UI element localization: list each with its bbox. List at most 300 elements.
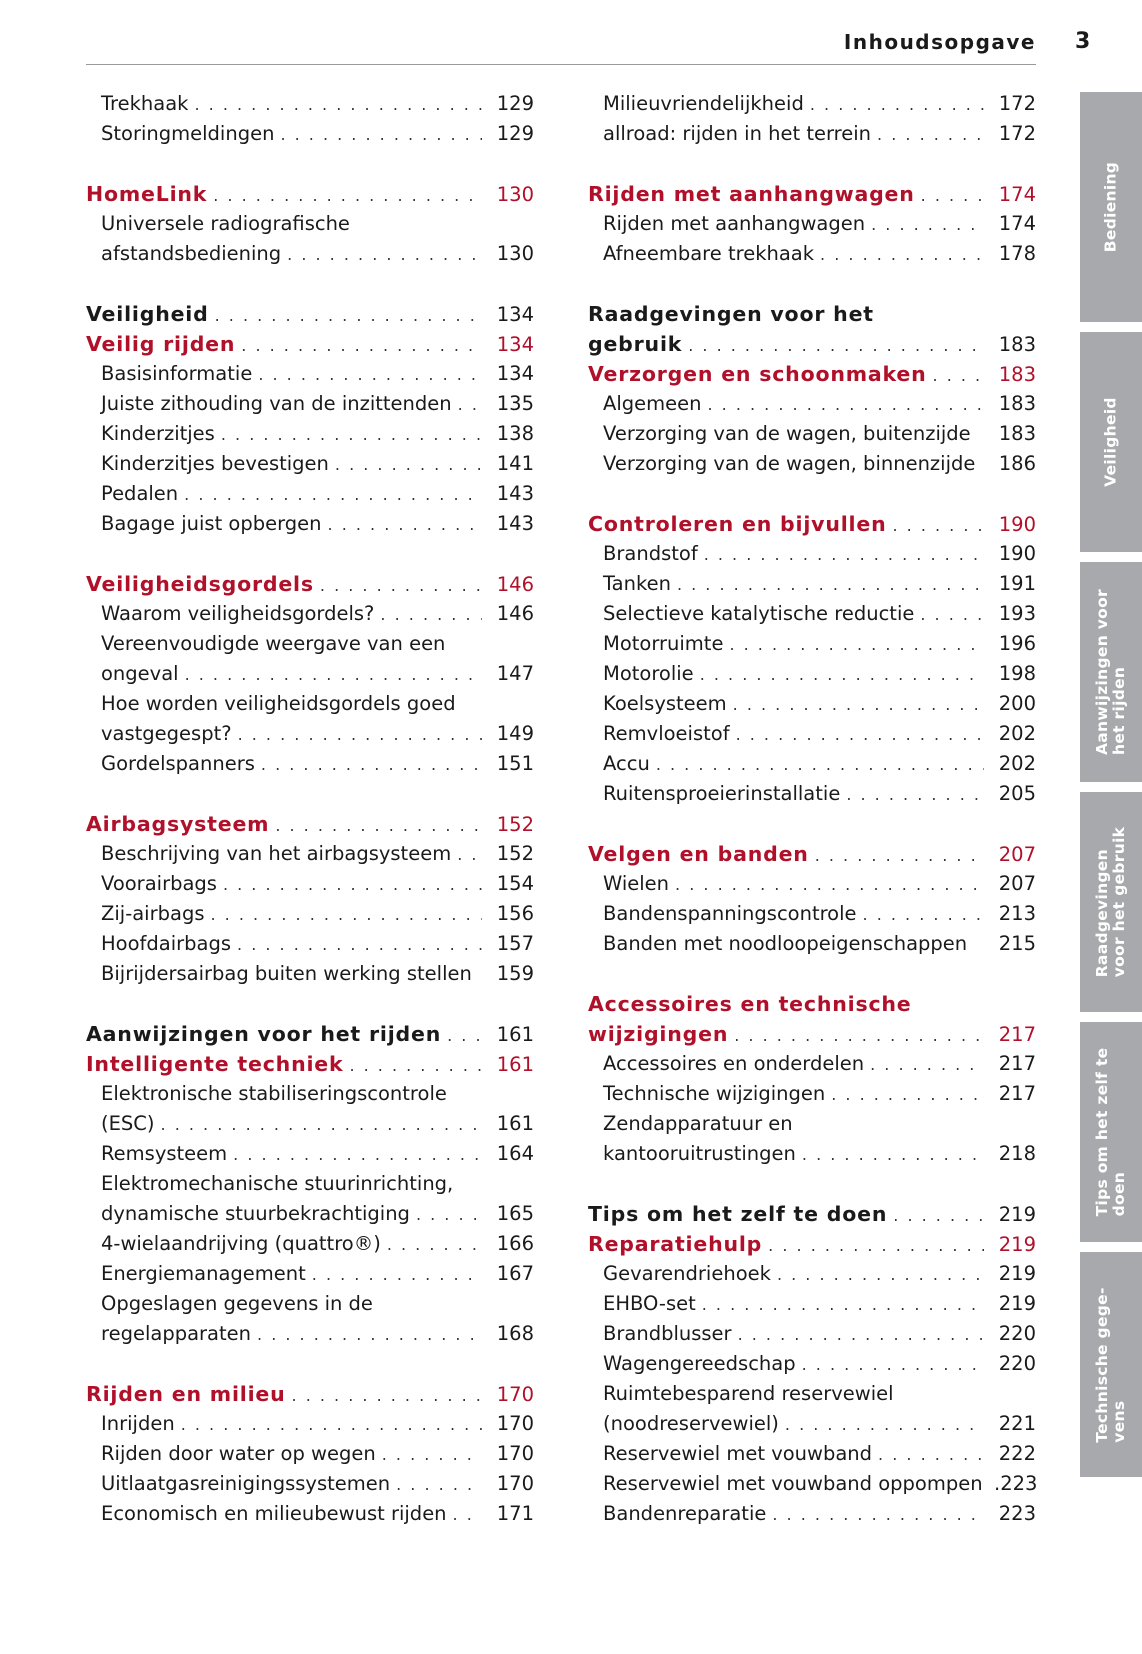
toc-entry-title: Reservewiel met vouwband xyxy=(603,1442,873,1465)
dot-leader xyxy=(768,1231,984,1261)
toc-entry-title: Basisinformatie xyxy=(101,362,253,385)
toc-page-number: 190 xyxy=(998,513,1036,536)
toc-page-number: 146 xyxy=(496,602,534,625)
toc-page-number: 202 xyxy=(998,752,1036,775)
dot-leader xyxy=(675,870,984,900)
dot-leader xyxy=(213,181,482,211)
toc-page-number: 198 xyxy=(998,662,1036,685)
toc-page-number: 186 xyxy=(998,452,1036,475)
dot-leader xyxy=(893,1201,984,1231)
toc-entry[interactable] xyxy=(588,1289,1036,1319)
toc-entry-title: Selectieve katalytische reductie xyxy=(603,602,915,625)
toc-entry-title: Accessoires en technische xyxy=(588,992,912,1016)
toc-entry[interactable] xyxy=(588,1079,1036,1109)
toc-page-number: 135 xyxy=(496,392,534,415)
toc-chapter[interactable] xyxy=(86,1019,534,1049)
toc-entry[interactable] xyxy=(86,1199,534,1229)
toc-entry[interactable] xyxy=(86,899,534,929)
toc-entry[interactable] xyxy=(86,929,534,959)
toc-entry[interactable] xyxy=(86,89,534,119)
toc-entry[interactable] xyxy=(588,599,1036,629)
toc-entry-title: Algemeen xyxy=(603,392,702,415)
toc-entry-title: Tanken xyxy=(603,572,671,595)
toc-entry[interactable] xyxy=(86,509,534,539)
toc-page-number: 134 xyxy=(496,362,534,385)
toc-entry[interactable] xyxy=(86,659,534,689)
toc-page-number: 170 xyxy=(496,1383,534,1406)
toc-page-number: 172 xyxy=(998,122,1036,145)
dot-leader xyxy=(871,210,984,240)
toc-entry[interactable] xyxy=(86,719,534,749)
toc-page-number: 165 xyxy=(496,1202,534,1225)
toc-entry-title: Controleren en bijvullen xyxy=(588,512,887,536)
toc-page-number: 146 xyxy=(496,573,534,596)
toc-page-number: 161 xyxy=(496,1053,534,1076)
toc-entry-title: Bijrijdersairbag buiten werking stellen xyxy=(101,962,472,985)
side-tab-tips[interactable] xyxy=(1080,1022,1142,1242)
toc-entry-title: Hoofdairbags xyxy=(101,932,232,955)
toc-page-number: 183 xyxy=(998,363,1036,386)
toc-spacer xyxy=(86,539,534,569)
toc-entry[interactable] xyxy=(588,1349,1036,1379)
toc-section[interactable] xyxy=(86,1049,534,1079)
dot-leader xyxy=(210,900,482,930)
toc-entry-title: Waarom veiligheidsgordels? xyxy=(101,602,375,625)
toc-entry[interactable] xyxy=(86,389,534,419)
toc-entry[interactable] xyxy=(86,1469,534,1499)
toc-chapter[interactable] xyxy=(86,299,534,329)
toc-entry-title: (noodreservewiel) xyxy=(603,1412,779,1435)
dot-leader xyxy=(863,900,984,930)
toc-page-number: 129 xyxy=(496,122,534,145)
dot-leader xyxy=(237,930,482,960)
toc-entry[interactable] xyxy=(588,629,1036,659)
toc-entry-title: Universele radiografische xyxy=(101,212,350,235)
dot-leader xyxy=(921,181,984,211)
toc-page-number: 221 xyxy=(998,1412,1036,1435)
toc-entry-title: Brandstof xyxy=(603,542,698,565)
toc-entry-title: Trekhaak xyxy=(101,92,189,115)
toc-page-number: 183 xyxy=(998,333,1036,356)
toc-page-number: 154 xyxy=(496,872,534,895)
dot-leader xyxy=(688,331,984,361)
toc-page-number: 215 xyxy=(998,932,1036,955)
side-tab-label: Raadgevingen voor het gebruik xyxy=(1093,826,1128,978)
toc-entry-title: Aanwijzingen voor het rijden xyxy=(86,1022,442,1046)
toc-entry-title: allroad: rijden in het terrein xyxy=(603,122,872,145)
toc-spacer xyxy=(588,959,1036,989)
toc-entry[interactable] xyxy=(588,419,1036,449)
side-tab-bediening[interactable] xyxy=(1080,92,1142,322)
toc-page-number: 134 xyxy=(496,303,534,326)
dot-leader xyxy=(802,1350,984,1380)
toc-section[interactable] xyxy=(588,179,1036,209)
toc-entry[interactable] xyxy=(588,1409,1036,1439)
toc-page-number: 219 xyxy=(998,1203,1036,1226)
dot-leader xyxy=(280,120,482,150)
side-tab-label: Veiligheid xyxy=(1101,397,1120,487)
toc-section[interactable] xyxy=(588,839,1036,869)
toc-spacer xyxy=(86,269,534,299)
toc-entry[interactable] xyxy=(86,419,534,449)
toc-entry xyxy=(86,689,534,719)
toc-entry-title: afstandsbediening xyxy=(101,242,282,265)
dot-leader xyxy=(257,1320,482,1350)
toc-entry-title: regelapparaten xyxy=(101,1322,252,1345)
dot-leader xyxy=(241,331,482,361)
toc-section[interactable] xyxy=(86,809,534,839)
toc-entry-title: gebruik xyxy=(588,332,683,356)
toc-entry[interactable] xyxy=(588,659,1036,689)
toc-page-number: 171 xyxy=(496,1502,534,1525)
toc-entry-title: Rijden door water op wegen xyxy=(101,1442,376,1465)
toc-entry xyxy=(86,1169,534,1199)
toc-page-number: 172 xyxy=(998,92,1036,115)
toc-entry[interactable] xyxy=(588,1469,1036,1499)
side-tab-label: Tips om het zelf te doen xyxy=(1093,1047,1128,1217)
dot-leader xyxy=(416,1200,482,1230)
toc-entry-title: Technische wijzigingen xyxy=(603,1082,826,1105)
dot-leader xyxy=(870,1050,984,1080)
toc-page-number: 129 xyxy=(496,92,534,115)
toc-entry-title: Rijden met aanhangwagen xyxy=(588,182,915,206)
dot-leader xyxy=(382,1440,482,1470)
dot-leader xyxy=(320,571,482,601)
toc-page-number: 156 xyxy=(496,902,534,925)
toc-entry-title: HomeLink xyxy=(86,182,208,206)
toc-entry-title: Afneembare trekhaak xyxy=(603,242,815,265)
dot-leader xyxy=(920,600,984,630)
toc-entry-title: Milieuvriendelijkheid xyxy=(603,92,804,115)
toc-entry-title: Verzorgen en schoonmaken xyxy=(588,362,927,386)
toc-page-number: 157 xyxy=(496,932,534,955)
dot-leader xyxy=(292,1381,482,1411)
toc-entry[interactable] xyxy=(86,599,534,629)
toc-page-number: 207 xyxy=(998,872,1036,895)
toc-entry-title: 4-wielaandrijving (quattro®) xyxy=(101,1232,381,1255)
dot-leader xyxy=(184,480,482,510)
toc-page-number: 207 xyxy=(998,843,1036,866)
toc-page-number: 166 xyxy=(496,1232,534,1255)
toc-entry[interactable] xyxy=(86,1109,534,1139)
toc-entry-title: Gevarendriehoek xyxy=(603,1262,771,1285)
dot-leader xyxy=(815,841,984,871)
toc-entry[interactable] xyxy=(588,1139,1036,1169)
toc-entry[interactable] xyxy=(588,929,1036,959)
dot-leader xyxy=(223,870,482,900)
toc-page-number: 141 xyxy=(496,452,534,475)
toc-page-number: 217 xyxy=(998,1052,1036,1075)
toc-entry-title: (ESC) xyxy=(101,1112,155,1135)
side-tab-label: Aanwijzingen voor het rijden xyxy=(1093,589,1128,755)
side-tab-label: Bediening xyxy=(1101,161,1120,253)
toc-entry-title: Kinderzitjes xyxy=(101,422,215,445)
toc-entry[interactable] xyxy=(588,869,1036,899)
toc-entry-title: EHBO-set xyxy=(603,1292,696,1315)
dot-leader xyxy=(233,1140,482,1170)
toc-entry[interactable] xyxy=(588,1499,1036,1529)
toc-entry[interactable] xyxy=(588,569,1036,599)
toc-entry[interactable] xyxy=(588,689,1036,719)
dot-leader xyxy=(238,720,482,750)
toc-entry-title: Bagage juist opbergen xyxy=(101,512,322,535)
toc-entry xyxy=(86,629,534,659)
toc-entry[interactable] xyxy=(588,239,1036,269)
toc-entry-title: ongeval xyxy=(101,662,179,685)
toc-spacer xyxy=(86,1349,534,1379)
toc-entry-title: Accu xyxy=(603,752,650,775)
dot-leader xyxy=(877,120,984,150)
toc-entry[interactable] xyxy=(588,209,1036,239)
toc-page-number: 217 xyxy=(998,1082,1036,1105)
toc-page-number: 130 xyxy=(496,242,534,265)
toc-section[interactable] xyxy=(86,1379,534,1409)
toc-entry-title: Reservewiel met vouwband oppompen xyxy=(603,1472,983,1495)
toc-entry-title: Tips om het zelf te doen xyxy=(588,1202,888,1226)
dot-leader xyxy=(736,720,984,750)
toc-entry-title: Wielen xyxy=(603,872,670,895)
dot-leader xyxy=(802,1140,984,1170)
toc-page-number: 152 xyxy=(496,813,534,836)
dot-leader xyxy=(734,1021,984,1051)
dot-leader xyxy=(831,1080,984,1110)
toc-entry-title: Inrijden xyxy=(101,1412,175,1435)
toc-page-number: 134 xyxy=(496,333,534,356)
toc-entry-title: Raadgevingen voor het xyxy=(588,302,874,326)
toc-entry-title: Kinderzitjes bevestigen xyxy=(101,452,329,475)
toc-page-number: 170 xyxy=(496,1472,534,1495)
toc-entry[interactable] xyxy=(86,749,534,779)
toc-entry[interactable] xyxy=(588,749,1036,779)
header-divider xyxy=(86,64,1036,65)
toc-page-number: 164 xyxy=(496,1142,534,1165)
page-number: 3 xyxy=(1075,29,1091,54)
toc-chapter xyxy=(588,299,1036,329)
toc-entry-title: Juiste zithouding van de inzittenden xyxy=(101,392,452,415)
toc-entry-title: Wagengereedschap xyxy=(603,1352,796,1375)
toc-spacer xyxy=(86,779,534,809)
toc-entry[interactable] xyxy=(588,899,1036,929)
toc-page-number: 143 xyxy=(496,512,534,535)
dot-leader xyxy=(738,1320,984,1350)
toc-entry-title: Gordelspanners xyxy=(101,752,255,775)
toc-entry-title: Airbagsysteem xyxy=(86,812,270,836)
toc-entry-title: Remvloeistof xyxy=(603,722,730,745)
toc-entry-title: Economisch en milieubewust rijden xyxy=(101,1502,447,1525)
side-tab-technische-gegevens[interactable] xyxy=(1080,1252,1142,1477)
toc-entry-title: Opgeslagen gegevens in de xyxy=(101,1292,373,1315)
toc-entry[interactable] xyxy=(588,1439,1036,1469)
toc-section[interactable] xyxy=(86,179,534,209)
toc-entry-title: Ruitensproeierinstallatie xyxy=(603,782,841,805)
toc-page-number: 219 xyxy=(998,1292,1036,1315)
toc-entry[interactable] xyxy=(86,1319,534,1349)
toc-entry[interactable] xyxy=(588,1259,1036,1289)
toc-entry[interactable] xyxy=(86,449,534,479)
dot-leader xyxy=(161,1110,482,1140)
toc-entry xyxy=(588,1379,1036,1409)
dot-leader xyxy=(312,1260,482,1290)
dot-leader xyxy=(458,390,482,420)
dot-leader xyxy=(733,690,984,720)
dot-leader xyxy=(221,420,482,450)
dot-leader xyxy=(702,1290,984,1320)
toc-entry-title: Brandblusser xyxy=(603,1322,732,1345)
toc-page-number: 161 xyxy=(496,1112,534,1135)
dot-leader xyxy=(275,811,482,841)
dot-leader xyxy=(349,1051,482,1081)
toc-section[interactable] xyxy=(86,329,534,359)
toc-page-number: 191 xyxy=(998,572,1036,595)
side-tab-label: Technische gege- vens xyxy=(1093,1286,1128,1443)
dot-leader xyxy=(287,240,482,270)
dot-leader xyxy=(820,240,984,270)
toc-entry[interactable] xyxy=(86,839,534,869)
toc-chapter[interactable] xyxy=(588,1199,1036,1229)
toc-entry[interactable] xyxy=(86,1229,534,1259)
toc-entry-title: Elektronische stabiliseringscontrole xyxy=(101,1082,447,1105)
toc-entry[interactable] xyxy=(588,779,1036,809)
dot-leader xyxy=(447,1021,482,1051)
toc-page-number: 147 xyxy=(496,662,534,685)
toc-page-number: 149 xyxy=(496,722,534,745)
toc-page-number: 213 xyxy=(998,902,1036,925)
toc-entry-title: Motorolie xyxy=(603,662,694,685)
toc-entry xyxy=(86,1079,534,1109)
side-tab-raadgevingen[interactable] xyxy=(1080,792,1142,1012)
toc-section[interactable] xyxy=(588,1019,1036,1049)
toc-entry-title: kantooruitrustingen xyxy=(603,1142,796,1165)
toc-entry[interactable] xyxy=(86,959,534,989)
toc-entry-title: Vereenvoudigde weergave van een xyxy=(101,632,446,655)
toc-entry[interactable] xyxy=(86,119,534,149)
toc-page-number: 220 xyxy=(998,1352,1036,1375)
toc-entry[interactable] xyxy=(86,239,534,269)
toc-entry[interactable] xyxy=(588,119,1036,149)
toc-section[interactable] xyxy=(588,359,1036,389)
toc-entry-title: Uitlaatgasreinigingssystemen xyxy=(101,1472,391,1495)
toc-entry-title: vastgegespt? xyxy=(101,722,232,745)
toc-entry-title: Intelligente techniek xyxy=(86,1052,344,1076)
dot-leader xyxy=(396,1470,482,1500)
toc-entry xyxy=(86,209,534,239)
toc-entry[interactable] xyxy=(86,1499,534,1529)
toc-entry[interactable] xyxy=(588,539,1036,569)
dot-leader xyxy=(258,360,482,390)
toc-entry-title: wijzigingen xyxy=(588,1022,729,1046)
toc-entry-title: Storingmeldingen xyxy=(101,122,275,145)
toc-page-number: 223 xyxy=(998,1502,1036,1525)
toc-page-number: 219 xyxy=(998,1262,1036,1285)
toc-entry-title: Velgen en banden xyxy=(588,842,809,866)
side-tab-veiligheid[interactable] xyxy=(1080,332,1142,552)
toc-entry[interactable] xyxy=(86,1139,534,1169)
toc-entry-title: Veiligheid xyxy=(86,302,209,326)
dot-leader xyxy=(194,90,482,120)
toc-section[interactable] xyxy=(588,509,1036,539)
dot-leader xyxy=(677,570,984,600)
dot-leader xyxy=(185,660,482,690)
toc-entry xyxy=(588,1109,1036,1139)
toc-entry[interactable] xyxy=(588,89,1036,119)
dot-leader xyxy=(335,450,482,480)
toc-entry[interactable] xyxy=(86,479,534,509)
dot-leader xyxy=(892,511,984,541)
dot-leader xyxy=(707,390,984,420)
toc-entry[interactable] xyxy=(86,1409,534,1439)
toc-entry[interactable] xyxy=(588,449,1036,479)
toc-entry[interactable] xyxy=(86,869,534,899)
toc-entry-title: Beschrijving van het airbagsysteem xyxy=(101,842,452,865)
dot-leader xyxy=(328,510,482,540)
toc-page-number: 222 xyxy=(998,1442,1036,1465)
dot-leader xyxy=(387,1230,482,1260)
toc-spacer xyxy=(588,809,1036,839)
toc-spacer xyxy=(588,269,1036,299)
dot-leader xyxy=(261,750,482,780)
toc-page-number: 161 xyxy=(496,1023,534,1046)
toc-entry[interactable] xyxy=(588,1049,1036,1079)
toc-page-number: 138 xyxy=(496,422,534,445)
toc-page-number: 218 xyxy=(998,1142,1036,1165)
side-tab-aanwijzingen[interactable] xyxy=(1080,562,1142,782)
dot-leader xyxy=(785,1410,984,1440)
toc-spacer xyxy=(588,149,1036,179)
toc-page-number: 174 xyxy=(998,183,1036,206)
toc-entry-title: Remsysteem xyxy=(101,1142,228,1165)
toc-page-number: 170 xyxy=(496,1442,534,1465)
toc-right-column xyxy=(588,89,1036,1529)
dot-leader xyxy=(729,630,984,660)
page-title: Inhoudsopgave xyxy=(843,30,1036,54)
toc-entry-title: Rijden en milieu xyxy=(86,1382,286,1406)
toc-section[interactable] xyxy=(588,1229,1036,1259)
toc-page-number: 219 xyxy=(998,1233,1036,1256)
toc-entry[interactable] xyxy=(588,389,1036,419)
toc-section[interactable] xyxy=(86,569,534,599)
toc-entry-title: Pedalen xyxy=(101,482,179,505)
toc-page-number: 170 xyxy=(496,1412,534,1435)
toc-entry-title: Hoe worden veiligheidsgordels goed xyxy=(101,692,456,715)
toc-entry[interactable] xyxy=(588,719,1036,749)
toc-entry-title: Motorruimte xyxy=(603,632,724,655)
toc-entry-title: Koelsysteem xyxy=(603,692,727,715)
toc-page-number: 202 xyxy=(998,722,1036,745)
toc-entry-title: Zij-airbags xyxy=(101,902,205,925)
toc-page-number: 130 xyxy=(496,183,534,206)
toc-page-number: 183 xyxy=(998,422,1036,445)
toc-spacer xyxy=(86,149,534,179)
dot-leader xyxy=(457,840,482,870)
toc-entry-title: Voorairbags xyxy=(101,872,217,895)
toc-page-number: 217 xyxy=(998,1023,1036,1046)
toc-entry[interactable] xyxy=(588,1319,1036,1349)
toc-entry-title: Elektromechanische stuurinrichting, xyxy=(101,1172,454,1195)
toc-entry[interactable] xyxy=(86,359,534,389)
toc-page-number: 152 xyxy=(496,842,534,865)
toc-entry[interactable] xyxy=(86,1259,534,1289)
dot-leader xyxy=(700,660,984,690)
dot-leader xyxy=(777,1260,984,1290)
toc-entry-title: Banden met noodloopeigenschappen xyxy=(603,932,968,955)
dot-leader xyxy=(181,1410,482,1440)
toc-entry-title: Verzorging van de wagen, binnenzijde xyxy=(603,452,976,475)
dot-leader xyxy=(380,600,482,630)
toc-entry-title: Verzorging van de wagen, buitenzijde xyxy=(603,422,971,445)
toc-entry[interactable] xyxy=(86,1439,534,1469)
toc-entry-title: Energiemanagement xyxy=(101,1262,306,1285)
toc-chapter[interactable] xyxy=(588,329,1036,359)
